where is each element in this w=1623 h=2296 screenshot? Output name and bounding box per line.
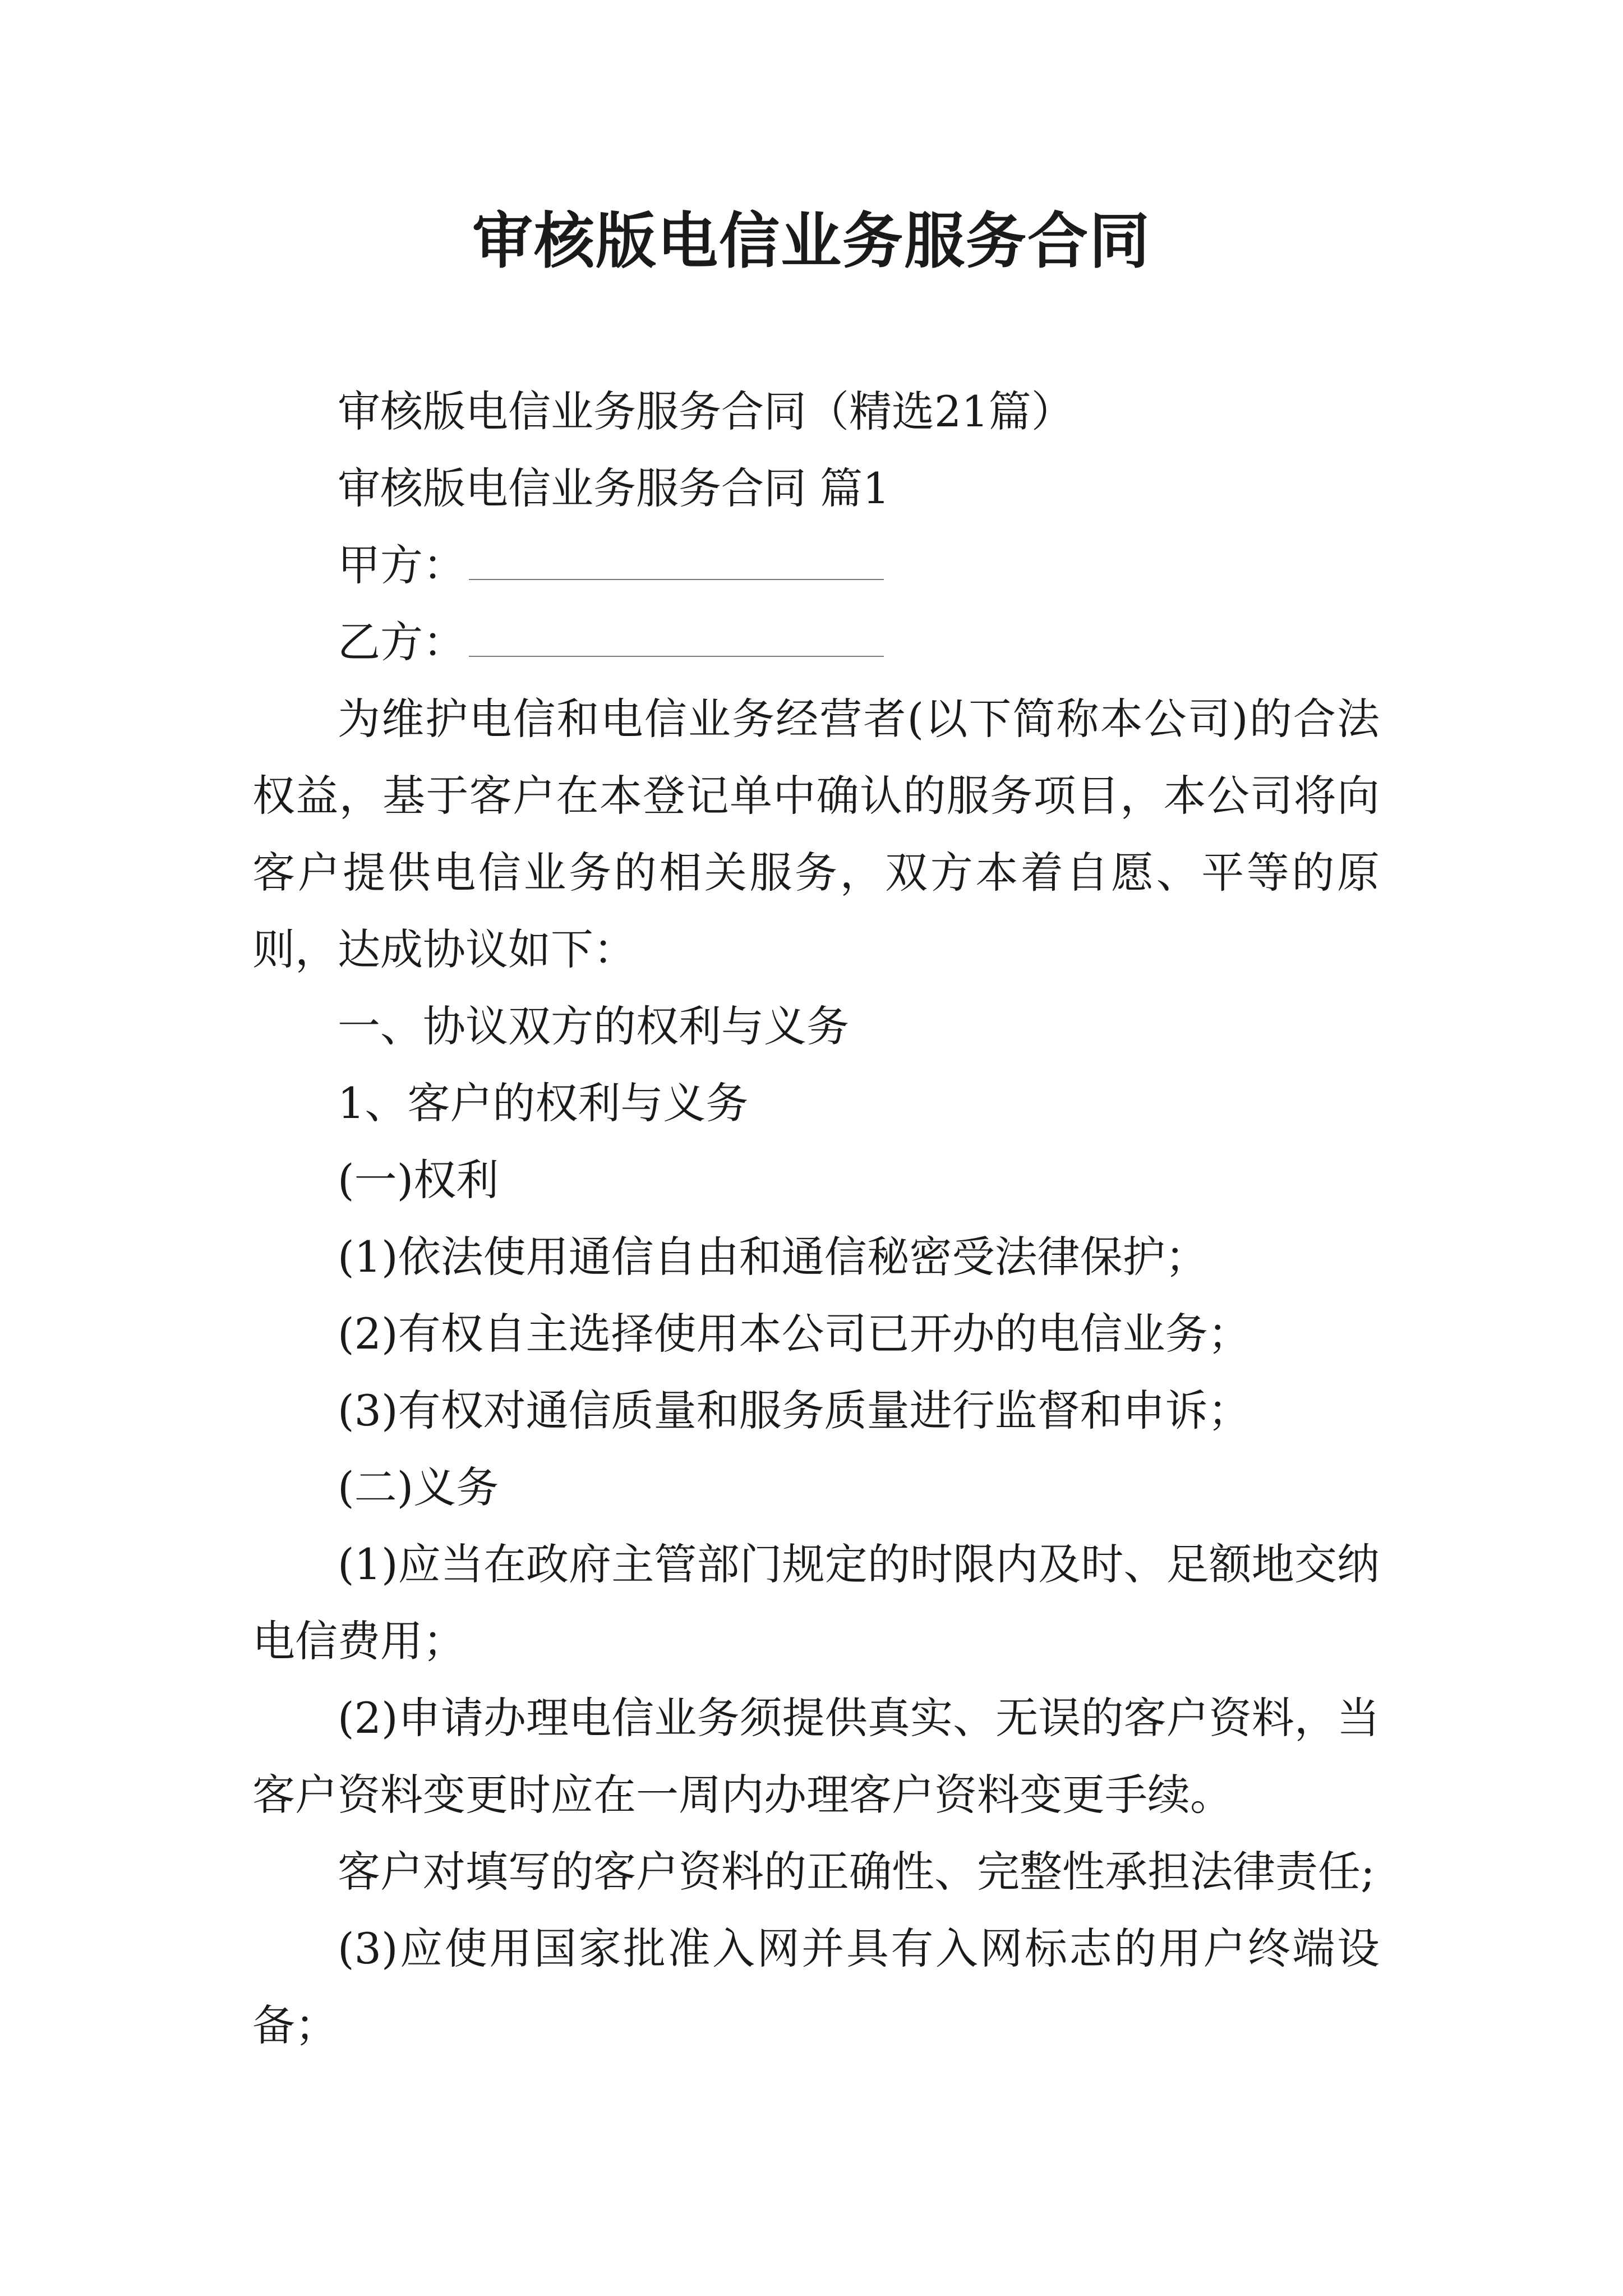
party-b-label: 乙方：: [338, 617, 465, 667]
clause-heading: 一、协议双方的权利与义务: [338, 1001, 849, 1051]
obligations-note: 客户对填写的客户资料的正确性、完整性承担法律责任;: [338, 1847, 1375, 1897]
section-heading: 审核版电信业务服务合同 篇1: [338, 463, 890, 513]
rights-item: (1)依法使用通信自由和通信秘密受法律保护；: [338, 1232, 1208, 1282]
party-a-blank: [469, 546, 884, 580]
rights-item: (2)有权自主选择使用本公司已开办的电信业务；: [338, 1309, 1251, 1359]
party-a-label: 甲方：: [338, 540, 465, 590]
obligations-heading: (二)义务: [338, 1462, 499, 1512]
obligations-item: (3)应使用国家批准入网并具有入网标志的用户终端设备；: [252, 1924, 1380, 2050]
rights-item: (3)有权对通信质量和服务质量进行监督和申诉；: [338, 1386, 1251, 1435]
document-subtitle: 审核版电信业务服务合同（精选21篇）: [338, 386, 1074, 436]
obligations-item: (2)申请办理电信业务须提供真实、无误的客户资料，当客户资料变更时应在一周内办理客户资料变更手续。: [252, 1693, 1380, 1820]
obligations-item: (1)应当在政府主管部门规定的时限内及时、足额地交纳电信费用；: [252, 1539, 1380, 1666]
subclause-heading: 1、客户的权利与义务: [338, 1078, 749, 1128]
document-body: [252, 373, 1380, 2064]
preamble-paragraph: 为维护电信和电信业务经营者(以下简称本公司)的合法权益，基于客户在本登记单中确认的服务项目，本公司将向客户提供电信业务的相关服务，双方本着自愿、平等的原则，达成协议如下：: [252, 694, 1380, 974]
party-b-line: [252, 604, 1380, 680]
party-b-blank: [469, 623, 884, 657]
party-a-line: [252, 527, 1380, 604]
document-title: 审核版电信业务服务合同: [472, 206, 1151, 277]
rights-heading: (一)权利: [338, 1155, 499, 1205]
